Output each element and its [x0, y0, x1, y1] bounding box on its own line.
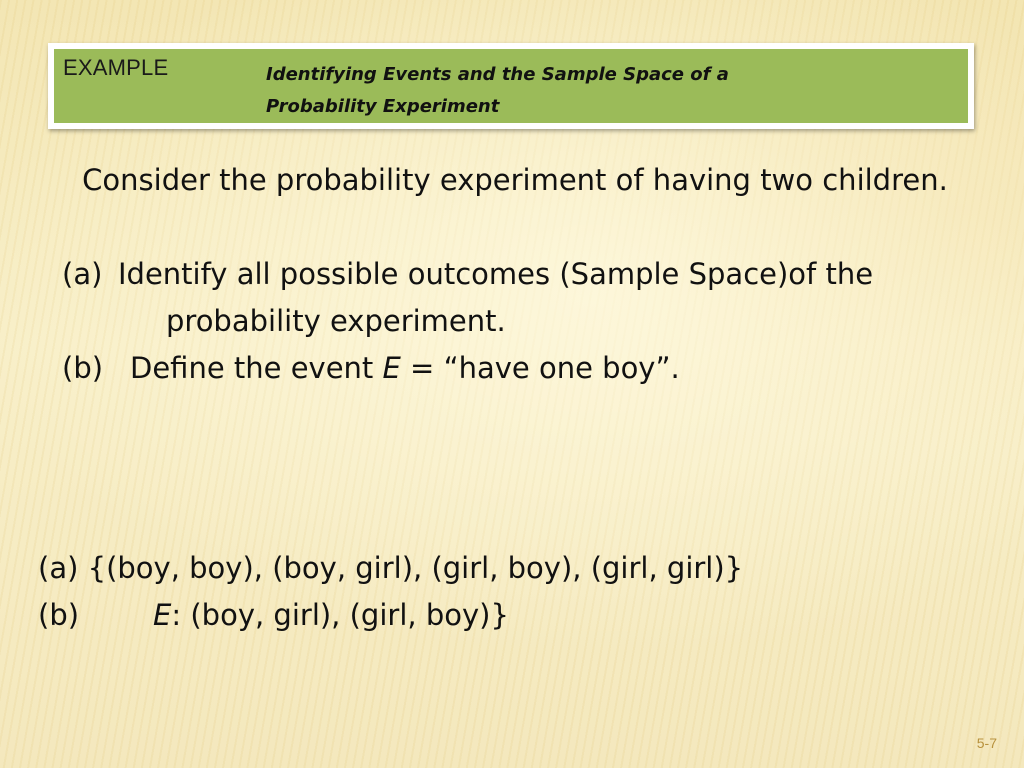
- answer-b: [38, 592, 509, 639]
- part-b-label: (b): [62, 351, 104, 385]
- part-a-label: (a): [62, 257, 103, 291]
- event-variable: E: [382, 351, 401, 385]
- part-b-suffix: = “have one boy”.: [400, 351, 680, 385]
- part-b-prefix: Define the event: [130, 351, 383, 385]
- part-a-continuation: probability experiment.: [166, 304, 506, 338]
- part-b-text: [130, 345, 680, 392]
- example-tag: EXAMPLE: [63, 55, 169, 80]
- answer-b-variable: E: [153, 598, 172, 632]
- answer-a: (a) {(boy, boy), (boy, girl), (girl, boy), (girl, girl)}: [38, 551, 744, 585]
- example-title: Identifying Events and the Sample Space of a Probability Experiment: [266, 64, 729, 117]
- slide-number: 5-7: [976, 735, 997, 751]
- problem-intro: Consider the probability experiment of having two children.: [82, 163, 948, 197]
- example-banner: [48, 43, 974, 129]
- example-banner-fill: [54, 49, 968, 123]
- part-a-text: Identify all possible outcomes (Sample Space)of the: [118, 257, 874, 291]
- answer-b-label: (b): [38, 598, 80, 632]
- answer-b-text: : (boy, girl), (girl, boy)}: [171, 598, 509, 632]
